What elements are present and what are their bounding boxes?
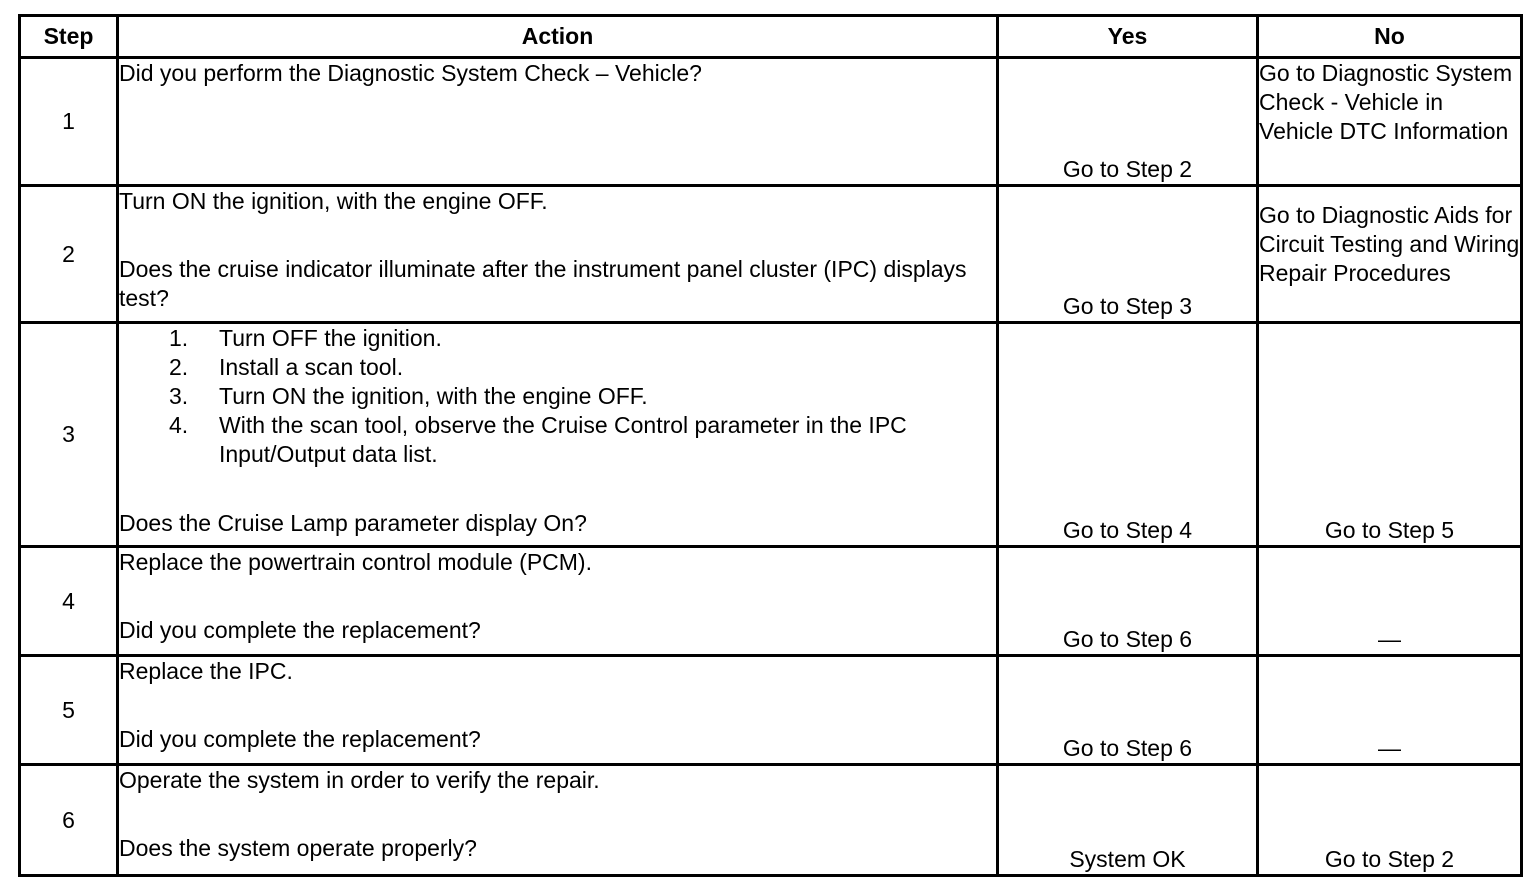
action-question: Did you complete the replacement? <box>119 617 481 643</box>
diagnostic-table <box>18 14 1523 877</box>
table-row <box>20 547 1522 656</box>
yes-cell: Go to Step 6 <box>998 656 1258 765</box>
table-row <box>20 186 1522 323</box>
action-text: Did you perform the Diagnostic System Check – Vehicle? <box>119 60 702 86</box>
no-dash: — <box>1378 626 1401 652</box>
action-text: Operate the system in order to verify the repair. <box>119 767 600 793</box>
action-cell <box>118 58 998 186</box>
no-cell: Go to Step 5 <box>1258 323 1522 547</box>
no-cell <box>1258 656 1522 765</box>
procedure-item-text: Install a scan tool. <box>219 354 404 380</box>
header-action: Action <box>118 16 998 58</box>
procedure-item <box>169 411 996 469</box>
step-number: 3 <box>20 323 118 547</box>
action-question: Does the system operate properly? <box>119 835 477 861</box>
procedure-list <box>169 324 996 469</box>
action-text: Replace the IPC. <box>119 658 293 684</box>
procedure-item-text: Turn OFF the ignition. <box>219 325 442 351</box>
procedure-item-number: 4. <box>169 412 189 438</box>
action-question: Does the cruise indicator illuminate after the instrument panel cluster (IPC) displays test? <box>119 256 967 311</box>
procedure-item-text: Turn ON the ignition, with the engine OFF. <box>219 383 648 409</box>
action-cell <box>118 547 998 656</box>
action-cell <box>118 186 998 323</box>
table-row <box>20 656 1522 765</box>
action-question: Does the Cruise Lamp parameter display On? <box>119 510 587 536</box>
table-row <box>20 58 1522 186</box>
procedure-item-number: 1. <box>169 325 189 351</box>
yes-cell: Go to Step 3 <box>998 186 1258 323</box>
header-row <box>20 16 1522 58</box>
action-text: Turn ON the ignition, with the engine OFF. <box>119 188 548 214</box>
action-question: Did you complete the replacement? <box>119 726 481 752</box>
procedure-item <box>169 324 996 353</box>
yes-cell: Go to Step 4 <box>998 323 1258 547</box>
step-number: 4 <box>20 547 118 656</box>
step-number: 1 <box>20 58 118 186</box>
procedure-item-number: 2. <box>169 354 189 380</box>
no-cell: Go to Step 2 <box>1258 765 1522 876</box>
yes-cell: Go to Step 2 <box>998 58 1258 186</box>
procedure-item <box>169 353 996 382</box>
no-cell: Go to Diagnostic System Check - Vehicle in Vehicle DTC Information <box>1258 58 1522 186</box>
yes-cell: Go to Step 6 <box>998 547 1258 656</box>
step-number: 2 <box>20 186 118 323</box>
no-dash: — <box>1378 735 1401 761</box>
yes-cell: System OK <box>998 765 1258 876</box>
action-text: Replace the powertrain control module (PCM). <box>119 549 592 575</box>
header-yes: Yes <box>998 16 1258 58</box>
procedure-item <box>169 382 996 411</box>
header-no: No <box>1258 16 1522 58</box>
step-number: 5 <box>20 656 118 765</box>
action-cell <box>118 656 998 765</box>
no-cell <box>1258 547 1522 656</box>
procedure-item-text: With the scan tool, observe the Cruise Control parameter in the IPC Input/Output data list. <box>219 412 907 467</box>
action-cell <box>118 323 998 547</box>
step-number: 6 <box>20 765 118 876</box>
header-step: Step <box>20 16 118 58</box>
no-cell: Go to Diagnostic Aids for Circuit Testing and Wiring Repair Procedures <box>1258 186 1522 323</box>
table-row <box>20 765 1522 876</box>
action-cell <box>118 765 998 876</box>
procedure-item-number: 3. <box>169 383 189 409</box>
table-row <box>20 323 1522 547</box>
